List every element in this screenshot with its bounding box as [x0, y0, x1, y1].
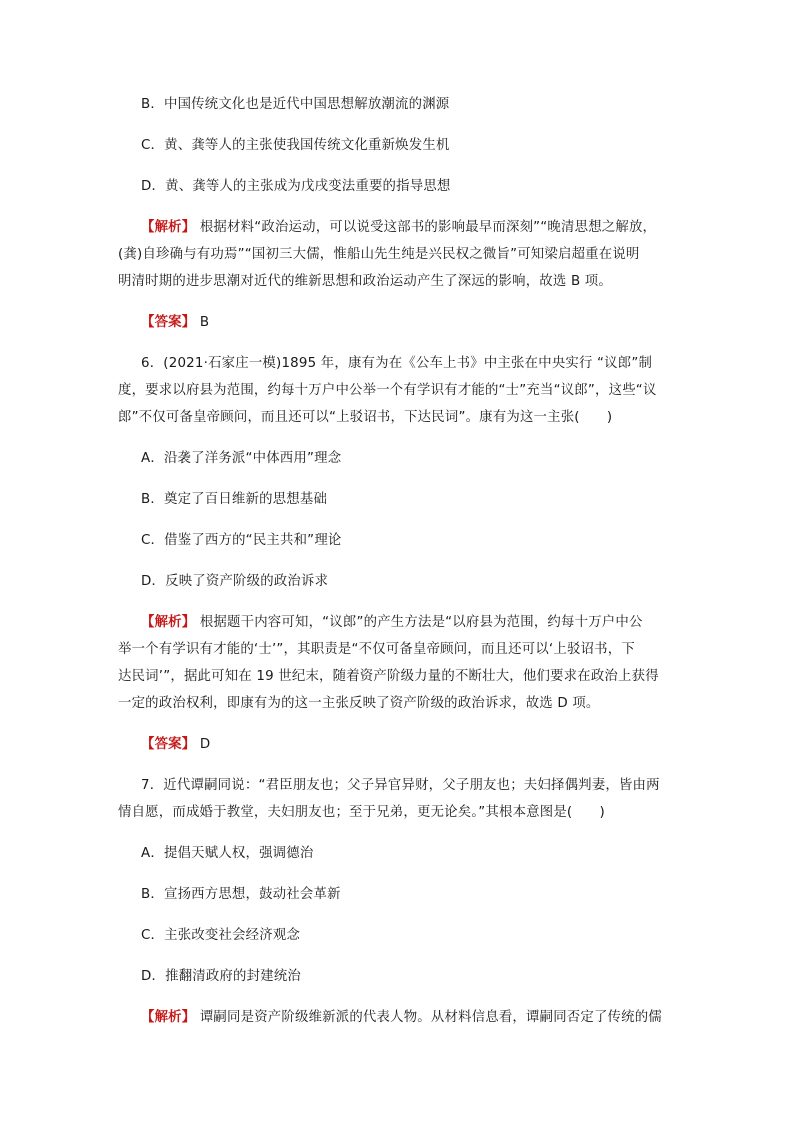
q5-option-d: D．黄、龚等人的主张成为戊戌变法重要的指导思想 [141, 179, 451, 194]
q6-stem-line-2: 度，要求以府县为范围，约每十万户中公举一个有学识有才能的“士”充当“议郎”，这些“议 [118, 383, 657, 398]
q6-answer [141, 735, 210, 755]
q6-analysis-label: 【解析】 [141, 615, 196, 630]
q5-analysis-label: 【解析】 [141, 220, 196, 235]
q6-option-a: A．沿袭了洋务派“中体西用”理念 [141, 451, 342, 466]
q7-option-c: C．主张改变社会经济观念 [141, 928, 301, 943]
q6-answer-label: 【答案】 [141, 737, 196, 752]
q5-answer [141, 313, 209, 333]
q6-option-c: C．借鉴了西方的“民主共和”理论 [141, 533, 342, 548]
q7-analysis-line-1: 【解析】 谭嗣同是资产阶级维新派的代表人物。从材料信息看，谭嗣同否定了传统的儒 [141, 1010, 662, 1025]
q6-option-b: B．奠定了百日维新的思想基础 [141, 492, 328, 507]
q6-analysis-line-3: 达民词’”，据此可知在 19 世纪末，随着资产阶级力量的不断壮大，他们要求在政治上获得 [118, 669, 659, 684]
q5-analysis-line-3: 明清时期的进步思潮对近代的维新思想和政治运动产生了深远的影响，故选 B 项。 [118, 274, 612, 289]
q7-stem-line-2: 情自愿，而成婚于教堂，夫妇朋友也；至于兄弟，更无论矣。”其根本意图是( ) [118, 805, 605, 820]
q5-answer-value: B [199, 315, 210, 330]
q7-option-b: B．宣扬西方思想，鼓动社会革新 [141, 887, 341, 902]
q6-analysis-line-1: 【解析】 根据题干内容可知，“议郎”的产生方法是“以府县为范围，约每十万户中公 [141, 615, 643, 630]
q7-analysis-label: 【解析】 [141, 1010, 196, 1025]
q6-answer-value: D [199, 737, 211, 752]
q5-analysis-line-1: 【解析】 根据材料“政治运动，可以说受这部书的影响最早而深刻”“晚清思想之解放， [141, 220, 657, 235]
q6-stem-line-3: 郎”不仅可备皇帝顾问，而且还可以“上驳诏书，下达民词”。康有为这一主张( ) [118, 410, 613, 425]
q7-option-d: D．推翻清政府的封建统治 [141, 969, 302, 984]
q6-stem-line-1: 6．(2021·石家庄一模)1895 年，康有为在《公车上书》中主张在中央实行 “议郎”制 [141, 356, 653, 371]
q6-option-d: D．反映了资产阶级的政治诉求 [141, 574, 329, 589]
q7-option-a: A．提倡天赋人权，强调德治 [141, 846, 314, 861]
q6-analysis-line-2: 举一个有学识有才能的‘士’”，其职责是“不仅可备皇帝顾问，而且还可以‘上驳诏书，下 [118, 642, 635, 657]
q5-analysis-line-2: (龚)自珍确与有功焉”“国初三大儒，惟船山先生纯是兴民权之微旨”可知梁启超重在说明 [118, 247, 640, 262]
q7-stem-line-1: 7．近代谭嗣同说：“君臣朋友也；父子异官异财，父子朋友也；夫妇择偶判妻，皆由两 [141, 778, 660, 793]
q5-option-b: B．中国传统文化也是近代中国思想解放潮流的渊源 [141, 97, 450, 112]
q5-answer-label: 【答案】 [141, 315, 196, 330]
q6-analysis-line-4: 一定的政治权利，即康有为的这一主张反映了资产阶级的政治诉求，故选 D 项。 [118, 696, 600, 711]
q5-option-c: C．黄、龚等人的主张使我国传统文化重新焕发生机 [141, 138, 450, 153]
